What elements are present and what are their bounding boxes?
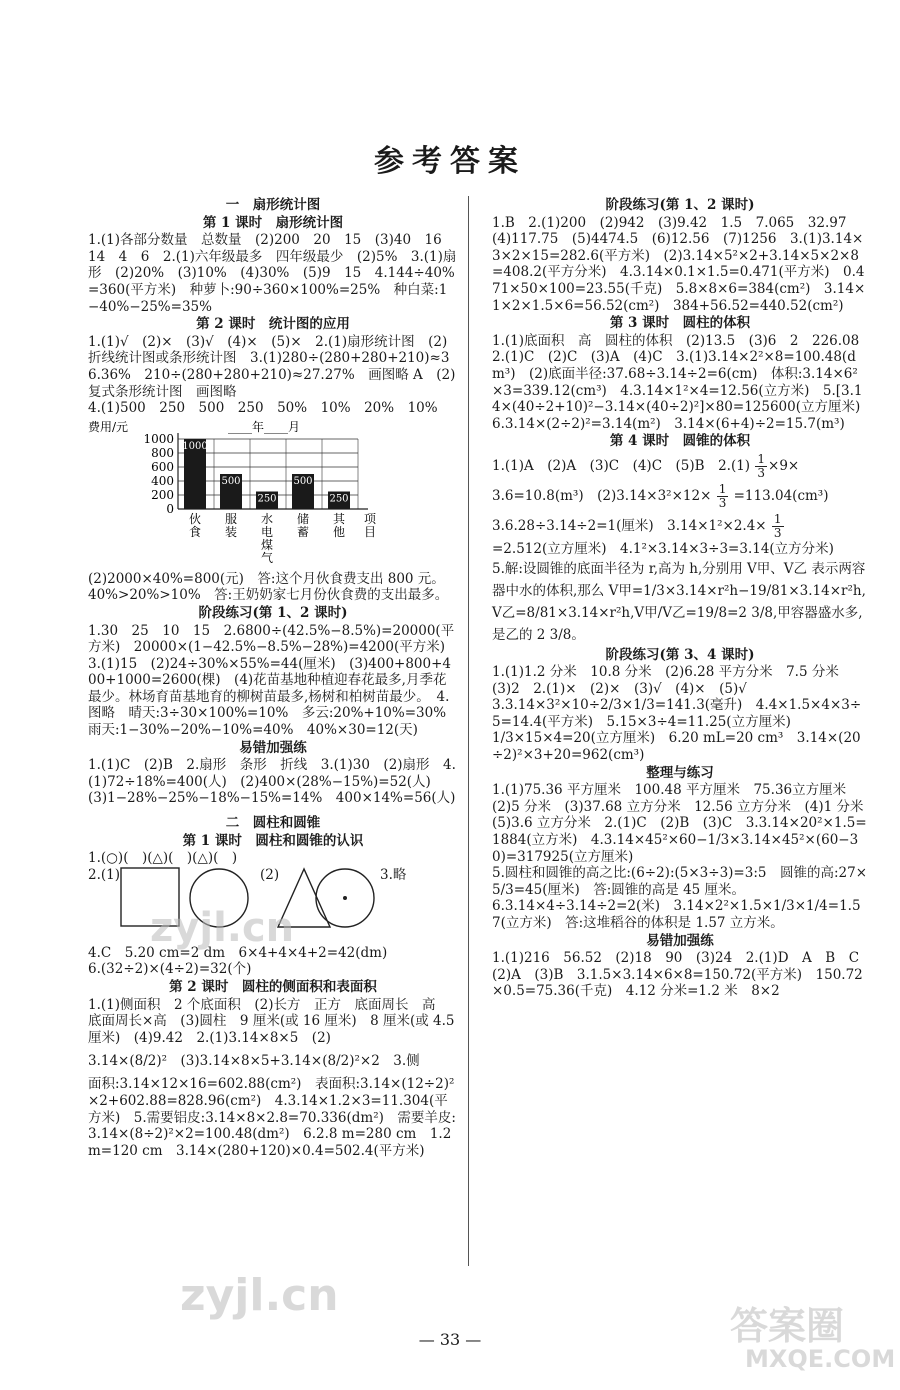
watermark-logo: zyjl.cn (180, 1270, 339, 1321)
answer-paragraph: 1.(1)底面积 高 圆柱的体积 (2)13.5 (3)6 2 226.08 2.(1)C (2)C (3)A (4)C 3.(1)3.14×2²×8=100.48(dm³) (2)底面半径:37.68÷3.14÷2=6(cm) 体积:3.14×6²×3=339.12(cm³) 4.3.14×1²×4=12.56(立方米) 5.[3.14×(40÷2+10)²−3.14×(40÷2)²]×80=125600(立方厘米) 6.3.14×(2÷2)²=3.14(m²) 3.14×(6+4)÷2=15.7(m³) (492, 332, 874, 432)
stage-title: 阶段练习(第 3、4 课时) (605, 646, 755, 663)
section-title: 一 扇形统计图 (225, 197, 321, 213)
page-title: 参考答案 (374, 144, 526, 179)
denominator: 3 (718, 495, 727, 510)
answer-paragraph: 1.(1)各部分数量 总数量 (2)200 20 15 (3)40 16 14 4 6 2.(1)六年级最多 四年级最少 (2)5% 3.(1)扇形 (2)20% (3)10% (4)30% (5)9 15 4.144÷40%=360(平方米) 种萝卜:90÷360×100%=25% 种白菜:1−40%−25%=35% (88, 232, 457, 315)
answer-paragraph: 6.3.14×4÷3.14÷2=2(米) 3.14×2²×1.5×1/3×1/4=1.57(立方米) 答:这堆稻谷的体积是 1.57 立方米。 (492, 898, 861, 931)
x-tick-label: 电 (260, 524, 274, 539)
answer-paragraph: 1.(○)( )(△)( )(△)( ) (88, 850, 238, 867)
lesson-title: 第 2 课时 统计图的应用 (196, 316, 350, 333)
answer-paragraph: 4.C 5.20 cm=2 dm 6×4+4×4+2=42(dm) (88, 944, 388, 961)
x-tick-label: 食 (188, 524, 202, 539)
error-practice-title: 易错加强练 (646, 932, 714, 949)
x-tick-label: 储 (296, 511, 310, 526)
y-tick-label: 0 (166, 501, 174, 516)
answer-paragraph: 6.(32÷2)×(4÷2)=32(个) (88, 961, 252, 978)
x-tick-label: 气 (260, 550, 274, 565)
x-tick-label: 伙 (188, 511, 202, 526)
answer-paragraph: 面积:3.14×12×16=602.88(cm²) 表面积:3.14×(12÷2)²×2+602.88=828.96(cm²) 4.3.14×1.2×3=11.304(平方米) 5.需要铝皮:3.14×8×2.8=70.336(dm²) 需要羊皮:3.14×(8÷2)²×2=100.48(dm²) 6.2.8 m=280 cm 1.2 m=120 cm 3.14×(280+120)×0.4=502.4(平方米) (88, 1076, 456, 1159)
y-tick-label: 400 (151, 473, 174, 488)
answer-paragraph: 1.(1)侧面积 2 个底面积 (2)长方 正方 底面周长 高 底面周长×高 (3)圆柱 9 厘米(或 16 厘米) 8 厘米(或 4.5 厘米) (4)9.42 2.(1)3.14×8×5 (2) (88, 996, 455, 1046)
x-tick-label: 他 (332, 524, 346, 539)
x-tick-label: 服 (224, 511, 238, 526)
x-axis-label: 项 (363, 511, 377, 526)
review-title: 整理与练习 (646, 764, 714, 781)
answer-paragraph: 1.B 2.(1)200 (2)942 (3)9.42 1.5 7.065 32.97 (4)117.75 (5)4474.5 (6)12.56 (7)1256 3.(1)3.14×3×2×15=282.6(平方米) (2)3.14×5²×2+3.14×5×2×8=408.2(平方分米) 4.3.14×0.1×1.5=0.471(平方米) 0.471×50×100=23.55(千克) 5.8×8×6=384(cm²) 3.14×1×2×1.5×6=56.52(cm²) 384+56.52=440.52(cm²) (492, 214, 866, 314)
bar-chart (88, 419, 388, 569)
column-divider (468, 196, 469, 1266)
x-tick-label: 其 (332, 511, 346, 526)
right-column (492, 196, 878, 1000)
answer-paragraph: 1.(1)216 56.52 (2)18 90 (3)24 2.(1)D A B C (2)A (3)B 3.1.5×3.14×6×8=150.72(平方米) 150.72×0.5=75.36(千克) 4.12 分米=1.2 米 8×2 (492, 950, 873, 1000)
answer-paragraph: 1/3×15×4=20(立方厘米) 6.20 mL=20 cm³ 3.14×(20÷2)²×3+20=962(cm³) (492, 730, 861, 764)
answer-paragraph: 5.圆柱和圆锥的高之比:(6÷2):(5×3÷3)=3:5 圆锥的高:27×5/3=45(厘米) 答:圆锥的高是 45 厘米。 (492, 865, 868, 898)
answer-paragraph: =2.512(立方厘米) 4.1²×3.14×3÷3=3.14(立方分米) (492, 540, 834, 557)
lesson-title: 第 3 课时 圆柱的体积 (609, 315, 751, 332)
watermark-logo: MXQE.COM (745, 1345, 896, 1373)
fraction (772, 513, 784, 540)
bar-value-label: 250 (329, 493, 349, 505)
answer-paragraph: 1.30 25 10 15 2.6800÷(42.5%−8.5%)=20000(平方米) 20000×(1−42.5%−8.5%−28%)=4200(平方米) 3.(1)15 (2)24÷30%×55%=44(厘米) (3)400+800+400+1000=2600(棵) (4)花苗基地种植迎春花最多,月季花最少。林场育苗基地育的柳树苗最多,杨树和柏树苗最少。 4.图略 晴天:3÷30×100%=10% 多云:20%+10%=30% 雨天:1−30%−20%−10%=40% 40%×30=12(天) (88, 622, 460, 739)
answer-paragraph: 1.(1)√ (2)× (3)√ (4)× (5)× 2.(1)扇形统计图 (2)折线统计图或条形统计图 3.(1)280÷(280+280+210)≈36.36% 210÷(280+280+210)≈27.27% 画图略 A (2)复式条形统计图 画图略 (88, 333, 456, 400)
answer-paragraph: 1.(1)A (2)A (3)C (4)C (5)B 2.(1) $\frac{1}{3}$ ×9× (492, 451, 800, 480)
bar-value-label: 1000 (182, 440, 208, 452)
section-title: 二 圆柱和圆锥 (225, 815, 321, 832)
x-tick-label: 装 (224, 524, 238, 539)
answer-text: =113.04(cm³) (733, 487, 829, 504)
page-number: — 33 — (418, 1330, 482, 1349)
bar-value-label: 500 (221, 475, 241, 487)
shape-label: 3.略 (380, 866, 407, 883)
y-tick-label: 1000 (143, 431, 174, 446)
watermark-logo: zyjl.cn (150, 905, 295, 951)
answer-text: 3.6.28÷3.14÷2=1(厘米) 3.14×1²×2.4× (492, 517, 767, 534)
fraction (755, 453, 767, 480)
circle-with-center-icon (314, 867, 376, 929)
x-tick-label: 蓄 (296, 524, 310, 539)
chart-title: ____年____月 (228, 419, 301, 434)
y-tick-label: 200 (151, 487, 174, 502)
answer-text: 1.(1)A (2)A (3)C (4)C (5)B 2.(1) (492, 457, 751, 474)
shape-label: (2) (260, 866, 280, 883)
answer-paragraph (492, 481, 868, 511)
answer-paragraph: 5.解:设圆锥的底面半径为 r,高为 h,分别用 V甲、V乙 表示两容器中水的体积,那么 V甲=1/3×3.14×r²h−19/81×3.14×r²h,V乙=8/81×3.14×r²h,V甲/V乙=19/8=2 3/8,甲容器盛水多,是乙的 2 3/8。 (492, 560, 866, 643)
stage-title: 阶段练习(第 1、2 课时) (198, 604, 348, 621)
x-tick-label: 水 (260, 511, 274, 526)
numerator: 1 (718, 481, 727, 496)
x-axis-label: 目 (363, 524, 377, 539)
shape-label: 2.(1) (88, 866, 121, 883)
answer-text: 3.6=10.8(m³) (2)3.14×3²×12× (492, 487, 712, 504)
denominator: 3 (757, 465, 766, 480)
answer-paragraph: 3.3.14×3²×10÷2/3×1/3=141.3(毫升) 4.4×1.5×4×3÷5=14.4(平方米) 5.15×3÷4=11.25(立方厘米) (492, 697, 862, 730)
bar-value-label: 250 (257, 493, 277, 505)
answer-paragraph: 1.(1)C (2)B 2.扇形 条形 折线 3.(1)30 (2)扇形 4.(1)72÷18%=400(人) (2)400×(28%−15%)=52(人) (3)1−28%−25%−18%−15%=14% 400×14%=56(人) (88, 757, 456, 807)
error-practice-title: 易错加强练 (239, 739, 307, 756)
bar-chart-svg (88, 419, 388, 569)
numerator: 1 (773, 511, 782, 526)
lesson-title: 第 1 课时 扇形统计图 (202, 214, 344, 231)
watermark-logo: 答案圈 (730, 1304, 845, 1348)
bar-value-label: 500 (293, 475, 313, 487)
stage-title: 阶段练习(第 1、2 课时) (605, 197, 755, 213)
y-tick-label: 600 (151, 459, 174, 474)
lesson-title: 第 4 课时 圆锥的体积 (609, 433, 751, 450)
answer-paragraph: 4.(1)500 250 500 250 50% 10% 20% 10% (88, 400, 438, 417)
denominator: 3 (773, 525, 782, 540)
lesson-title: 第 2 课时 圆柱的侧面积和表面积 (169, 979, 377, 995)
y-axis-label: 费用/元 (88, 419, 129, 434)
x-tick-label: 煤 (260, 537, 274, 552)
numerator: 1 (757, 451, 766, 466)
y-tick-label: 800 (151, 445, 174, 460)
left-column (88, 196, 458, 1159)
answer-paragraph: 1.(1)75.36 平方厘米 100.48 平方厘米 75.36立方厘米 (2)5 分米 (3)37.68 立方分米 12.56 立方分米 (4)1 分米 (5)3.6 立方分米 2.(1)C (2)B (3)C 3.3.14×20²×1.5=1884(立方米) 4.3.14×45²×60−1/3×3.14×45²×(60−30)=317925(立方厘米) (492, 782, 878, 865)
answer-paragraph: 1.(1)1.2 分米 10.8 分米 (2)6.28 平方分米 7.5 分米 (3)2 2.(1)× (2)× (3)√ (4)× (5)√ (492, 664, 853, 697)
answer-paragraph: 3.14×(8/2)² (3)3.14×8×5+3.14×(8/2)²×2 3.侧 (88, 1053, 420, 1070)
lesson-title: 第 1 课时 圆柱和圆锥的认识 (182, 832, 364, 849)
fraction (717, 483, 729, 510)
answer-paragraph (492, 511, 868, 541)
answer-paragraph: (2)2000×40%=800(元) 答:这个月伙食费支出 800 元。 40%>20%>10% 答:王奶奶家七月份伙食费的支出最多。 (88, 570, 452, 604)
